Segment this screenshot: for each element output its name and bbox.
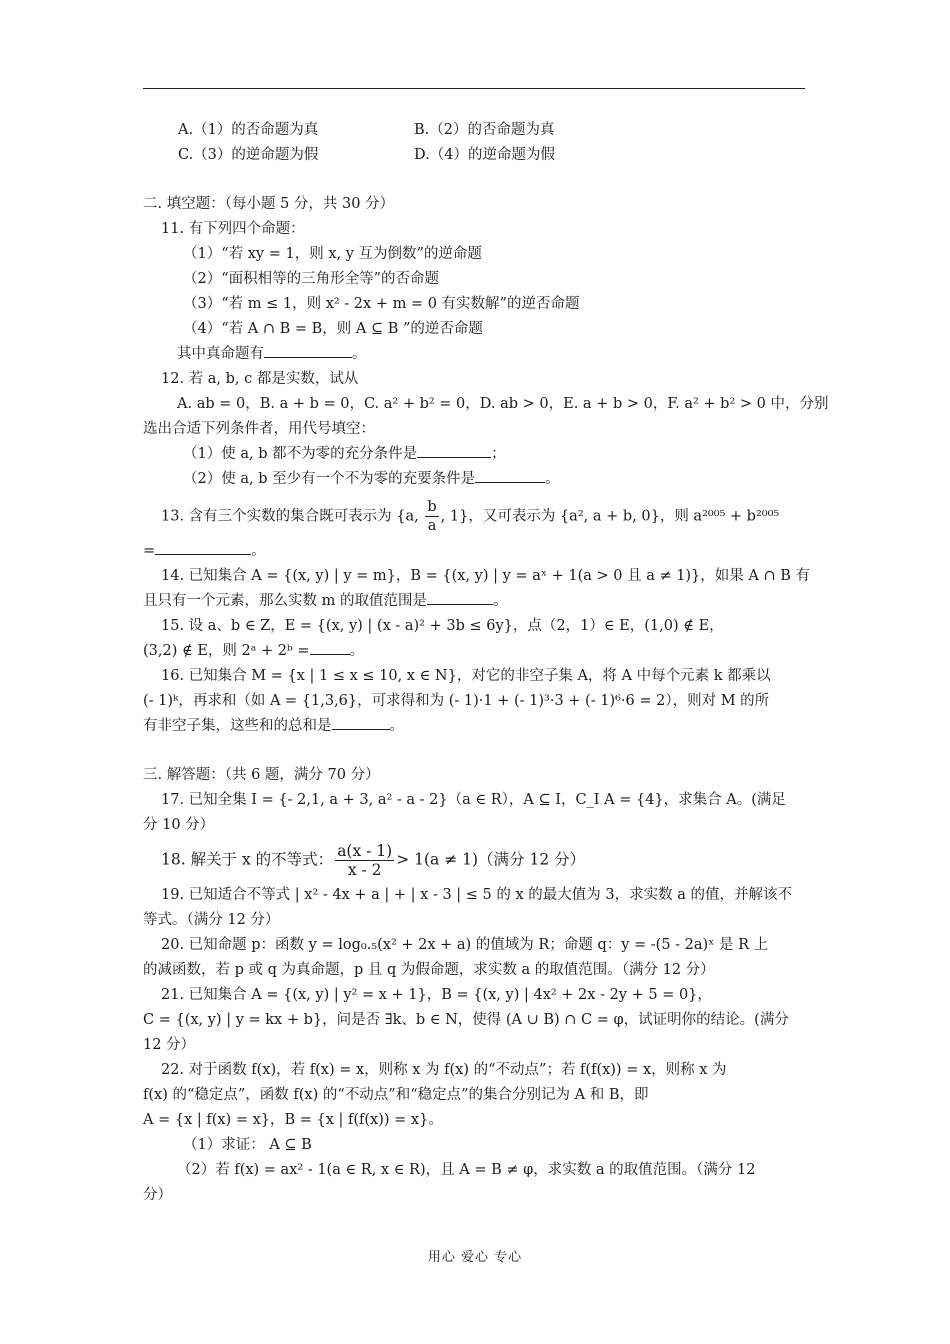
q20-text: 20. 已知命题 p：函数 y = log₀.₅(x² + 2x + a) 的值域为 R；命题 q：y = -(5 - 2a)ˣ 是 R 上 (161, 937, 769, 953)
q20-cont: 的减函数，若 p 或 q 为真命题，p 且 q 为假命题，求实数 a 的取值范围。（满分 12 分） (143, 962, 715, 978)
q12-cont: 选出合适下列条件者，用代号填空： (143, 421, 375, 437)
q11-item-2: （2）“面积相等的三角形全等”的否命题 (183, 271, 440, 287)
q12-blank-2[interactable] (475, 467, 545, 483)
q13-blank[interactable] (155, 539, 251, 555)
q18-text: 18. 解关于 x 的不等式： $\frac{a(x - 1)}{x - 2}$ > 1(a ≠ 1)（满分 12 分） (161, 842, 586, 879)
q22-part-2: （2）若 f(x) = ax² - 1(a ∈ R, x ∈ R)，且 A = B ≠ φ，求实数 a 的取值范围。（满分 12 (177, 1162, 756, 1178)
q22-part-1: （1）求证： A ⊆ B (183, 1137, 312, 1153)
q11-ask: 其中真命题有 。 (143, 342, 807, 367)
q11-item-4: （4）“若 A ∩ B = B，则 A ⊆ B ”的逆否命题 (183, 321, 483, 337)
header-rule (143, 88, 805, 89)
q16-text: 16. 已知集合 M = {x | 1 ≤ x ≤ 10, x ∈ N}，对它的非空子集 A，将 A 中每个元素 k 都乘以 (161, 668, 771, 684)
q16-blank[interactable] (332, 714, 390, 730)
q19-text: 19. 已知适合不等式 | x² - 4x + a | + | x - 3 | ≤ 5 的 x 的最大值为 3，求实数 a 的值，并解该不 (161, 887, 792, 903)
q21-cont-2: 12 分） (143, 1037, 196, 1053)
option-b: B.（2）的否命题为真 (414, 122, 555, 138)
q17-cont: 分 10 分） (143, 817, 215, 833)
q11-answer-blank[interactable] (264, 342, 352, 358)
q15-cont: (3,2) ∉ E，则 2ᵃ + 2ᵇ = 。 (143, 639, 807, 664)
q17-text: 17. 已知全集 I = {- 2,1, a + 3, a² - a - 2}（a ∈ R），A ⊆ I，C_I A = {4}，求集合 A。(满足 (161, 792, 786, 808)
q11-item-3: （3）“若 m ≤ 1，则 x² - 2x + m = 0 有实数解”的逆否命题 (183, 296, 580, 312)
q22-cont-1: f(x) 的“稳定点”，函数 f(x) 的“不动点”和“稳定点”的集合分别记为 A 和 B，即 (143, 1087, 649, 1103)
q13-answer: = 。 (143, 539, 807, 564)
q18-fraction: $\frac{a(x - 1)}{x - 2}$ (337, 842, 393, 879)
q22-part-2-cont: 分） (143, 1187, 172, 1203)
q16-cont-1: (- 1)ᵏ，再求和（如 A = {1,3,6}，可求得和为 (- 1)·1 + (- 1)³·3 + (- 1)⁶·6 = 2），则对 M 的所 (143, 693, 770, 709)
page-footer: 用心 爱心 专心 (427, 1250, 523, 1265)
option-d: D.（4）的逆命题为假 (414, 147, 555, 163)
q12-part-1: （1）使 a, b 都不为零的充分条件是 ； (143, 442, 807, 467)
option-c: C.（3）的逆命题为假 (178, 147, 319, 163)
q12-part-2: （2）使 a, b 至少有一个不为零的充要条件是 。 (143, 467, 807, 492)
q21-text: 21. 已知集合 A = {(x, y) | y² = x + 1}，B = {(x, y) | 4x² + 2x - 2y + 5 = 0}， (161, 987, 712, 1003)
options-row-2 (143, 143, 807, 168)
q13-fraction: $\frac{b}{a}$ (427, 499, 437, 534)
section2-heading: 二. 填空题：（每小题 5 分，共 30 分） (143, 196, 395, 212)
q22-cont-2: A = {x | f(x) = x}，B = {x | f(f(x)) = x}。 (143, 1112, 443, 1128)
q12-choices: A. ab = 0，B. a + b = 0，C. a² + b² = 0，D. ab > 0，E. a + b > 0，F. a² + b² > 0 中，分别 (177, 396, 829, 412)
exam-page (143, 118, 829, 1208)
q19-cont: 等式。（满分 12 分） (143, 912, 280, 928)
q15-blank[interactable] (310, 639, 350, 655)
q22-text: 22. 对于函数 f(x)，若 f(x) = x，则称 x 为 f(x) 的“不动点”；若 f(f(x)) = x，则称 x 为 (161, 1062, 727, 1078)
option-a: A.（1）的否命题为真 (178, 122, 319, 138)
q15-text: 15. 设 a、b ∈ Z，E = {(x, y) | (x - a)² + 3b ≤ 6y}，点（2，1）∈ E，(1,0) ∉ E， (161, 618, 724, 634)
q11-item-1: （1）“若 xy = 1，则 x, y 互为倒数”的逆命题 (183, 246, 482, 262)
options-row-1 (143, 118, 807, 143)
q12-stem: 12. 若 a, b, c 都是实数，试从 (161, 371, 359, 387)
q16-cont-2: 有非空子集，这些和的总和是 。 (143, 714, 807, 739)
q21-cont-1: C = {(x, y) | y = kx + b}，问是否 ∃k、b ∈ N，使得 (A ∪ B) ∩ C = φ，试证明你的结论。(满分 (143, 1012, 789, 1028)
q13-text: 13. 含有三个实数的集合既可表示为 {a, $\frac{b}{a}$ , 1}，又可表示为 {a², a + b, 0}，则 a²⁰⁰⁵ + b²⁰⁰⁵ (161, 499, 780, 534)
q14-blank[interactable] (427, 589, 493, 605)
q14-text: 14. 已知集合 A = {(x, y) | y = m}，B = {(x, y) | y = aˣ + 1(a > 0 且 a ≠ 1)}，如果 A ∩ B 有 (161, 568, 811, 584)
section3-heading: 三. 解答题：（共 6 题，满分 70 分） (143, 767, 380, 783)
q14-cont: 且只有一个元素，那么实数 m 的取值范围是 。 (143, 589, 807, 614)
q11-stem: 11. 有下列四个命题： (161, 221, 305, 237)
q12-blank-1[interactable] (417, 442, 491, 458)
